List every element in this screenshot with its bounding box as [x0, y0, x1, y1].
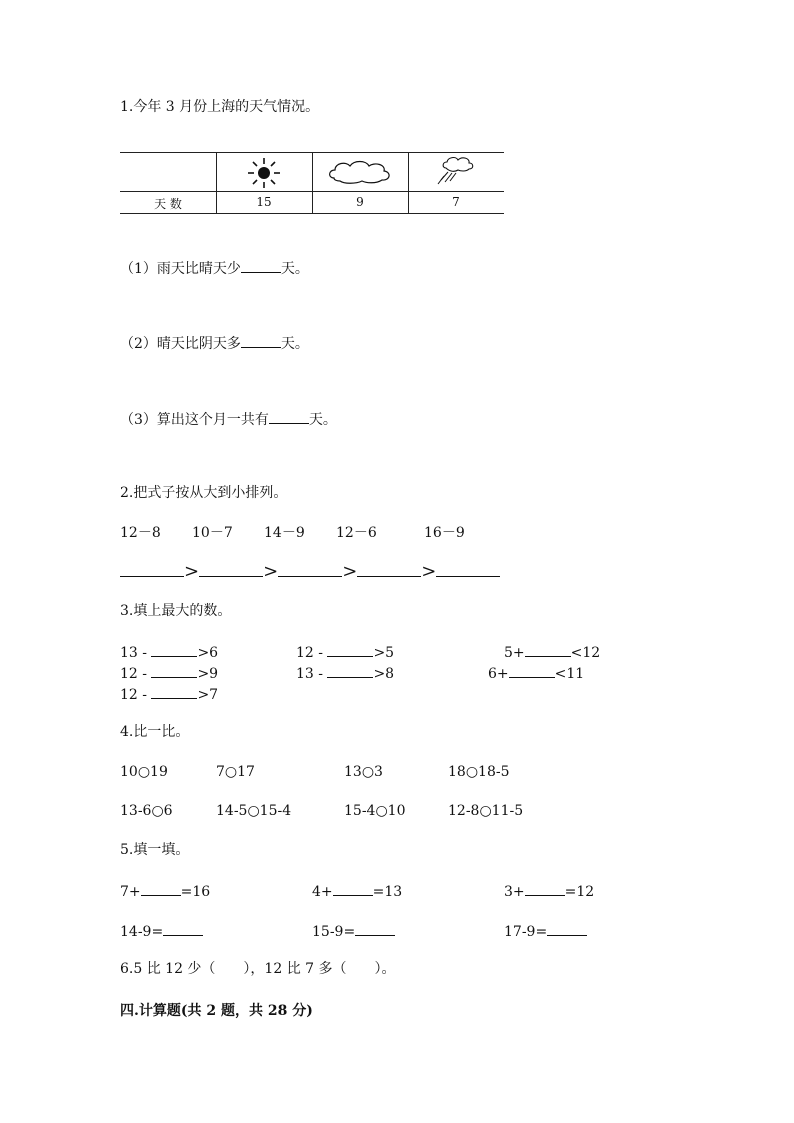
- answer-blank[interactable]: [436, 562, 500, 577]
- answer-blank[interactable]: [241, 258, 281, 273]
- q4-compare: 13○3: [344, 764, 383, 780]
- answer-blank[interactable]: [278, 562, 342, 577]
- answer-blank[interactable]: [151, 684, 197, 699]
- section4-title: 四.计算题(共 2 题，共 28 分): [120, 1003, 313, 1019]
- q2-expr: 12－8: [120, 525, 161, 541]
- answer-blank[interactable]: [151, 663, 197, 678]
- sunny-days-value: 15: [256, 195, 272, 209]
- answer-blank[interactable]: [327, 642, 373, 657]
- cloudy-days-value: 9: [356, 195, 364, 209]
- q3-item: 13 - >6: [120, 642, 218, 662]
- sun-icon: [244, 156, 284, 190]
- answer-blank[interactable]: [547, 921, 587, 936]
- q3-item: 6+ <11: [488, 663, 584, 683]
- q4-compare: 13-6○6: [120, 803, 173, 819]
- q4-title: 4.比一比。: [120, 724, 190, 740]
- answer-blank[interactable]: [525, 881, 565, 896]
- answer-blank[interactable]: [327, 663, 373, 678]
- q2-expr: 12－6: [336, 525, 377, 541]
- q3-item: 12 - >7: [120, 684, 218, 704]
- answer-blank[interactable]: [163, 921, 203, 936]
- q3-item: 12 - >5: [296, 642, 394, 662]
- q3-item: 13 - >8: [296, 663, 394, 683]
- answer-blank[interactable]: [269, 409, 309, 424]
- q6-text: 6.5 比 12 少（ ），12 比 7 多（ ）。: [120, 961, 396, 977]
- q5-item: 14-9=: [120, 921, 203, 941]
- q2-order-line: > > > >: [120, 562, 500, 582]
- q1-sub1: （1）雨天比晴天少 天。: [120, 258, 309, 278]
- q2-title: 2.把式子按从大到小排列。: [120, 485, 288, 501]
- answer-blank[interactable]: [151, 642, 197, 657]
- weather-table: [120, 152, 504, 214]
- q4-compare: 15-4○10: [344, 803, 406, 819]
- q4-compare: 7○17: [216, 764, 255, 780]
- q3-title: 3.填上最大的数。: [120, 603, 232, 619]
- answer-blank[interactable]: [333, 881, 373, 896]
- q5-item: 17-9=: [504, 921, 587, 941]
- answer-blank[interactable]: [120, 562, 184, 577]
- q5-item: 15-9=: [312, 921, 395, 941]
- q3-item: 5+ <12: [504, 642, 600, 662]
- answer-blank[interactable]: [355, 921, 395, 936]
- q3-item: 12 - >9: [120, 663, 218, 683]
- q4-compare: 14-5○15-4: [216, 803, 292, 819]
- row-label: 天 数: [154, 197, 182, 211]
- q2-expr: 14－9: [264, 525, 305, 541]
- q4-compare: 12-8○11-5: [448, 803, 524, 819]
- rainy-days-value: 7: [452, 195, 460, 209]
- q4-compare: 10○19: [120, 764, 168, 780]
- q5-title: 5.填一填。: [120, 842, 190, 858]
- answer-blank[interactable]: [199, 562, 263, 577]
- rain-icon: [428, 154, 478, 190]
- answer-blank[interactable]: [357, 562, 421, 577]
- answer-blank[interactable]: [141, 881, 181, 896]
- q2-expr: 16－9: [424, 525, 465, 541]
- q5-item: 3+ =12: [504, 881, 594, 901]
- q1-sub3: （3）算出这个月一共有 天。: [120, 409, 337, 429]
- cloud-icon: [326, 156, 394, 188]
- answer-blank[interactable]: [525, 642, 571, 657]
- q5-item: 7+ =16: [120, 881, 210, 901]
- q2-expr: 10－7: [192, 525, 233, 541]
- q1-sub2: （2）晴天比阴天多 天。: [120, 333, 309, 353]
- answer-blank[interactable]: [241, 333, 281, 348]
- q5-item: 4+ =13: [312, 881, 402, 901]
- q4-compare: 18○18-5: [448, 764, 510, 780]
- q1-title: 1.今年 3 月份上海的天气情况。: [120, 99, 320, 115]
- answer-blank[interactable]: [509, 663, 555, 678]
